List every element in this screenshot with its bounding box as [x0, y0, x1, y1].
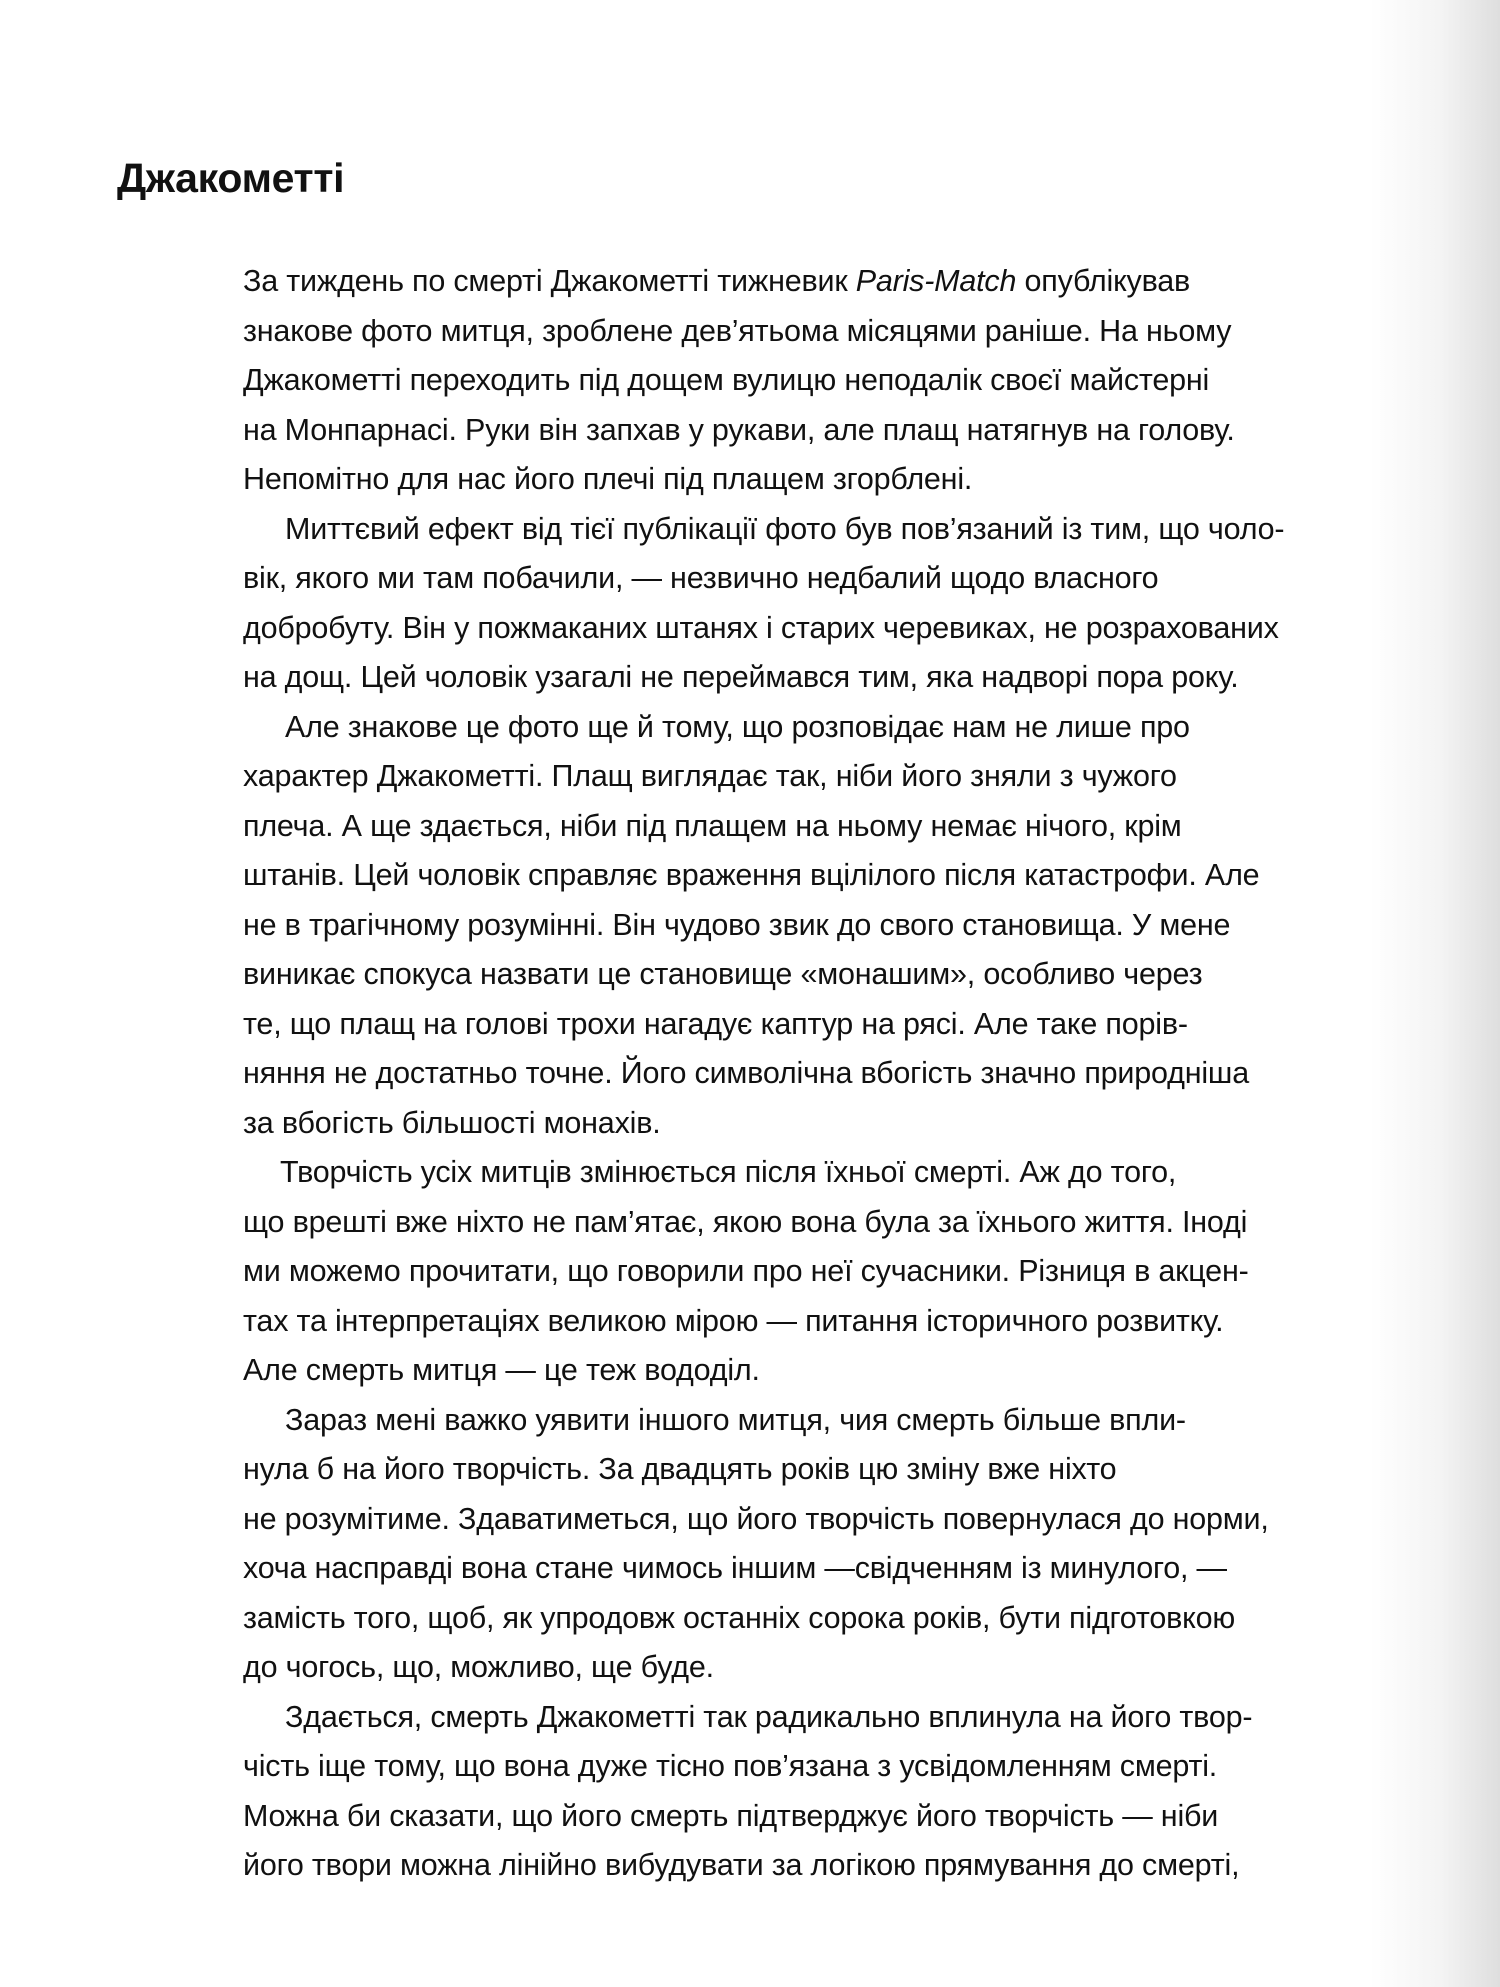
- magazine-title: Paris-Match: [855, 264, 1017, 298]
- text-line: не в трагічному розумінні. Він чудово звик до свого становища. У мене: [243, 907, 1231, 942]
- text-line: на дощ. Цей чоловік узагалі не переймався тим, яка надворі пора року.: [243, 660, 1239, 694]
- paragraph-start-line: Зараз мені важко уявити іншого митця, чия смерть більше впли-: [285, 1402, 1186, 1437]
- paragraph-start-line: Але знакове це фото ще й тому, що розповідає нам не лише про: [285, 709, 1190, 744]
- text-line: добробуту. Він у пожмаканих штанях і старих черевиках, не розрахованих: [243, 610, 1279, 645]
- text-line: що врешті вже ніхто не пам’ятає, якою вона була за їхнього життя. Іноді: [243, 1204, 1248, 1239]
- paragraph-start-line: Творчість усіх митців змінюється після їхньої смерті. Аж до того,: [280, 1155, 1177, 1189]
- text-line: вік, якого ми там побачили, — незвично недбалий щодо власного: [243, 561, 1159, 595]
- text-line: на Монпарнасі. Руки він запхав у рукави, але плащ натягнув на голову.: [243, 412, 1235, 447]
- text-line: плеча. А ще здається, ніби під плащем на ньому немає нічого, крім: [243, 808, 1182, 843]
- text-line: хоча насправді вона стане чимось іншим —свідченням із минулого, —: [243, 1551, 1227, 1585]
- text-line: знакове фото митця, зроблене дев’ятьома місяцями раніше. На ньому: [243, 313, 1232, 348]
- text-line: чість іще тому, що вона дуже тісно пов’язана з усвідомленням смерті.: [243, 1749, 1218, 1783]
- text-line: Джакометті переходить під дощем вулицю неподалік своєї майстерні: [243, 363, 1210, 397]
- chapter-heading: Джакометті: [117, 155, 345, 201]
- text-line: до чогось, що, можливо, ще буде.: [243, 1650, 714, 1684]
- text-line: те, що плащ на голові трохи нагадує каптур на рясі. Але таке порів-: [243, 1006, 1188, 1041]
- text-line: характер Джакометті. Плащ виглядає так, ніби його зняли з чужого: [243, 759, 1177, 793]
- text-line: ми можемо прочитати, що говорили про неї сучасники. Різниця в акцен-: [243, 1254, 1249, 1288]
- text-line: за вбогість більшості монахів.: [243, 1105, 661, 1140]
- text-line: тах та інтерпретаціях великою мірою — питання історичного розвитку.: [243, 1303, 1224, 1338]
- text-line: не розумітиме. Здаватиметься, що його творчість повернулася до норми,: [243, 1501, 1269, 1536]
- text-line: Але смерть митця — це теж вододіл.: [243, 1353, 760, 1387]
- paragraph-start-line: Миттєвий ефект від тієї публікації фото був пов’язаний із тим, що чоло-: [285, 511, 1285, 546]
- text-line: За тиждень по смерті Джакометті тижневик Paris-Match опублікував: [243, 264, 1191, 298]
- text-line: замість того, щоб, як упродовж останніх сорока років, бути підготовкою: [243, 1600, 1236, 1635]
- text-line: нула б на його творчість. За двадцять років цю зміну вже ніхто: [243, 1452, 1117, 1486]
- body-text: [243, 257, 1393, 1891]
- text-line: Можна би сказати, що його смерть підтверджує його творчість — ніби: [243, 1798, 1219, 1833]
- text-line: його твори можна лінійно вибудувати за логікою прямування до смерті,: [243, 1848, 1240, 1882]
- paragraph-start-line: Здається, смерть Джакометті так радикально вплинула на його твор-: [285, 1699, 1253, 1734]
- text-line: виникає спокуса назвати це становище «монашим», особливо через: [243, 957, 1203, 991]
- text-line: штанів. Цей чоловік справляє враження вцілілого після катастрофи. Але: [243, 858, 1260, 892]
- text-line: няння не достатньо точне. Його символічна вбогість значно природніша: [243, 1056, 1249, 1090]
- text-line: Непомітно для нас його плечі під плащем згорблені.: [243, 462, 973, 496]
